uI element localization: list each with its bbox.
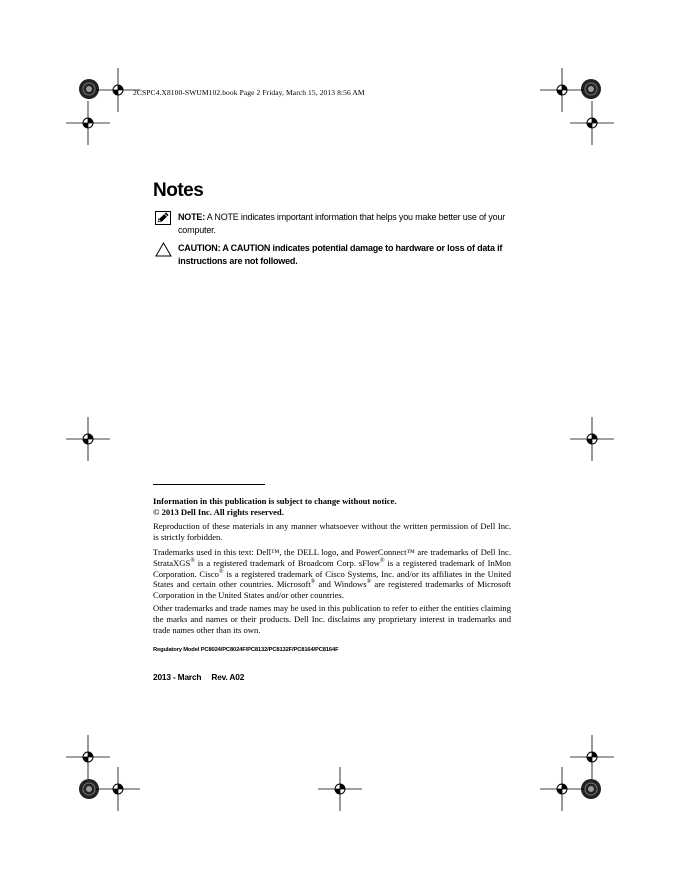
tm-part: and Windows xyxy=(315,579,367,590)
print-slug-header: 2CSPC4.X8100-SWUM102.book Page 2 Friday, March 15, 2013 8:56 AM xyxy=(133,88,365,97)
change-notice xyxy=(153,496,511,518)
revision-line xyxy=(153,672,244,682)
registered-mark: ® xyxy=(218,568,224,575)
tm-part: is a registered trademark of Cisco Systems, Inc. and/or its affiliates in the United States and certain other countries. Microsoft xyxy=(153,568,511,590)
divider-rule xyxy=(153,484,265,485)
tm-part: is a registered trademark of InMon Corporation. Cisco xyxy=(153,557,511,579)
crosshair-mark-icon xyxy=(570,101,614,145)
reproduction-paragraph xyxy=(153,521,511,543)
copyright-line: © 2013 Dell Inc. All rights reserved. xyxy=(153,506,284,517)
note-pencil-icon xyxy=(155,211,171,225)
revision-number: Rev. A02 xyxy=(211,672,245,682)
caution-triangle-icon xyxy=(155,242,172,257)
crosshair-mark-icon xyxy=(66,417,110,461)
tm-part: Trademarks used in this text: Dell™, the DELL logo, and PowerConnect™ are trademarks of Dell Inc. StrataXGS xyxy=(153,547,511,568)
crosshair-mark-icon xyxy=(570,417,614,461)
caution-text: CAUTION: A CAUTION indicates potential damage to hardware or loss of data if instructions are not followed. xyxy=(178,243,503,266)
crosshair-mark-icon xyxy=(96,767,140,811)
other-trademarks-text: Other trademarks and trade names may be used in this publication to refer to either the entities claiming the marks and names or their products. Dell Inc. disclaims any proprietary interest in trademarks and trade names other than its own. xyxy=(153,603,511,635)
crosshair-mark-icon xyxy=(318,767,362,811)
tm-part: is a registered trademark of Broadcom Corp. sFlow xyxy=(194,557,380,568)
crosshair-mark-icon xyxy=(66,101,110,145)
change-notice-line: Information in this publication is subject to change without notice. xyxy=(153,496,397,506)
note-label: NOTE: xyxy=(178,212,205,222)
registered-mark: ® xyxy=(310,579,316,586)
regulatory-model: Regulatory Model PC8024/PC8024F/PC8132/PC8132F/PC8164/PC8164F xyxy=(153,647,339,653)
note-text: A NOTE indicates important information that helps you make better use of your computer. xyxy=(178,212,506,235)
trademarks-text xyxy=(153,547,511,601)
page-title: Notes xyxy=(153,180,204,201)
crosshair-mark-icon xyxy=(540,767,584,811)
registered-mark: ® xyxy=(379,557,385,564)
reproduction-text: Reproduction of these materials in any manner whatsoever without the written permission of Dell Inc. is strictly forbidden. xyxy=(153,521,511,542)
revision-date: 2013 - March xyxy=(153,672,202,682)
tm-part: are registered trademarks of Microsoft Corporation in the United States and/or other countries. xyxy=(153,579,511,601)
note-admonition xyxy=(178,211,508,236)
registered-mark: ® xyxy=(190,557,195,564)
other-trademarks-paragraph xyxy=(153,603,511,635)
trademarks-paragraph xyxy=(153,547,511,601)
caution-admonition xyxy=(178,242,508,267)
registered-mark: ® xyxy=(366,579,372,586)
